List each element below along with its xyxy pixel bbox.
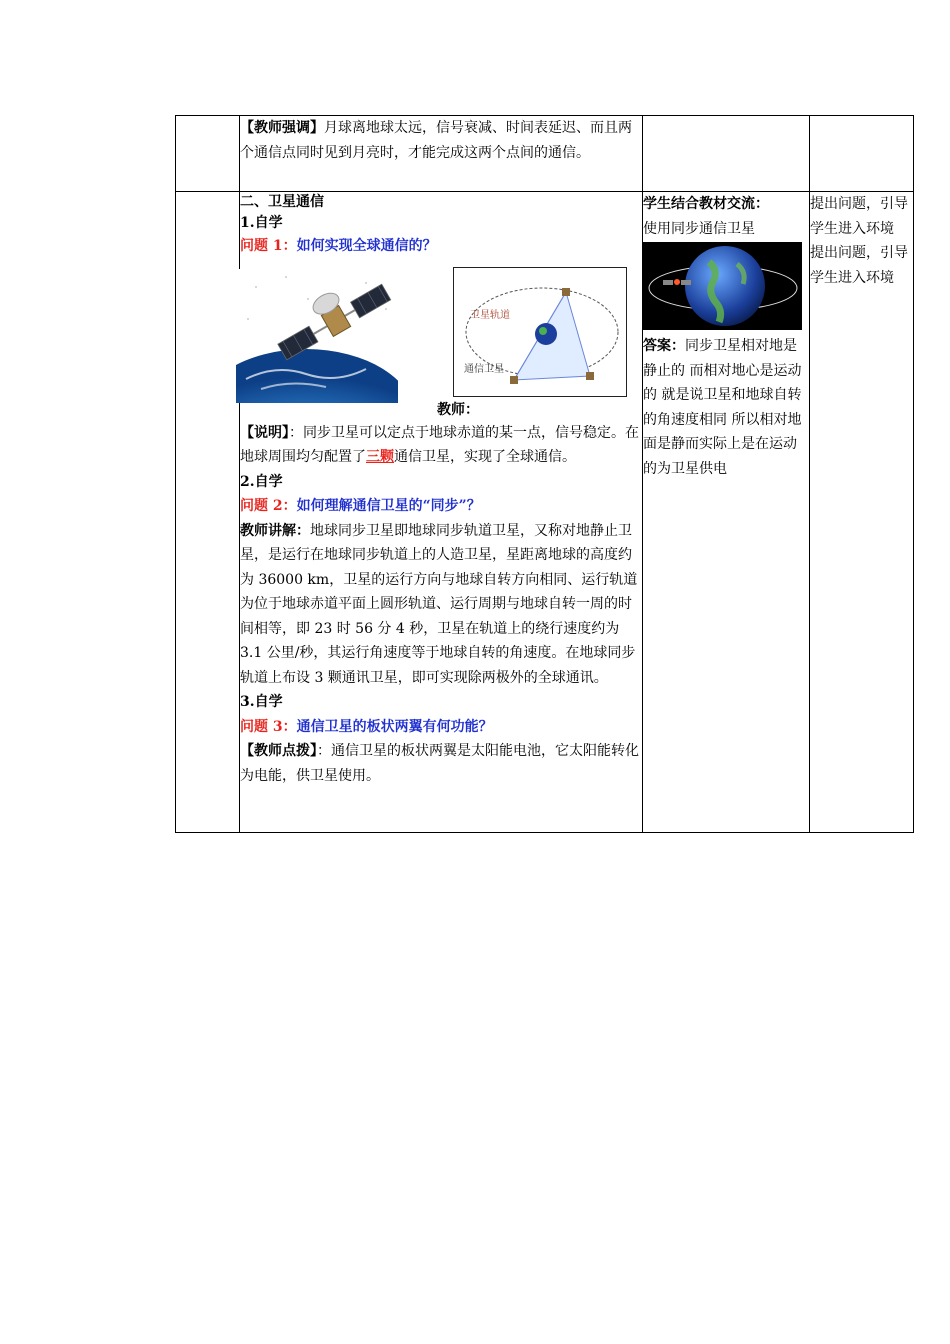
- satellite-over-earth-image: [236, 269, 398, 403]
- self-study-1-label: 1.自学: [240, 215, 283, 231]
- intent-text-2: 提出问题，引导学生进入环境: [810, 245, 908, 286]
- table-row: [176, 116, 914, 192]
- tip-paragraph: [240, 739, 642, 788]
- tip-text: ：通信卫星的板状两翼是太阳能电池，它太阳能转化为电能，供卫星使用。: [240, 743, 639, 784]
- orbit-label: 卫星轨道: [470, 309, 510, 321]
- student-subtitle: 使用同步通信卫星: [643, 220, 755, 237]
- emphasis-text: 月球离地球太远，信号衰减、时间表延迟、而且两个通信点同时见到月亮时，才能完成这两个点间的通信。: [240, 120, 632, 161]
- figure-row: [240, 267, 642, 387]
- content-cell: [240, 192, 643, 833]
- teacher-label: 教师：: [437, 401, 479, 418]
- self-study-3-label: 3.自学: [240, 694, 283, 710]
- student-activity-cell: [643, 192, 810, 833]
- question-1: [240, 234, 642, 259]
- blank-cell: [810, 116, 914, 192]
- question-3-text: 通信卫星的板状两翼有何功能？: [296, 718, 493, 735]
- intent-text-1: 提出问题，引导学生进入环境: [810, 196, 908, 237]
- section-title: 二、卫星通信: [240, 194, 324, 210]
- note-highlight: 三颗: [366, 449, 394, 465]
- three-satellite-orbit-diagram: [453, 267, 627, 397]
- self-study-2-label: 2.自学: [240, 473, 283, 490]
- blank-cell: [176, 116, 240, 192]
- emphasis-cell: [240, 116, 643, 192]
- explain-label: 教师讲解：: [240, 522, 310, 539]
- answer-paragraph: [643, 334, 809, 481]
- tip-label: 【教师点拨】: [240, 743, 317, 759]
- question-3-prefix: 问题 3：: [240, 718, 297, 735]
- blank-cell: [643, 116, 810, 192]
- lesson-table: [175, 115, 914, 833]
- table-row: [176, 192, 914, 833]
- question-2-text: 如何理解通信卫星的“同步”？: [296, 498, 481, 514]
- question-1-text: 如何实现全球通信的？: [296, 238, 437, 254]
- note-text-1: ：同步卫星可以定点于地球赤道的某一点，信号稳定。在地球周围均匀配置了: [240, 424, 639, 465]
- question-2: [240, 494, 642, 519]
- explain-text: 地球同步卫星即地球同步轨道卫星，又称对地静止卫星，是运行在地球同步轨道上的人造卫星，星距离地球的高度约为 36000 km，卫星的运行方向与地球自转方向相同、运行轨道为位于地球赤道平面上圆形轨道、运行周期与地球自转一周的时间相等，即 23 时 56 分 4 秒，卫星在轨道上的绕行速度约为 3.1 公里/秒，其运行角速度等于地球自转的角速度。在地球同步轨道上布设 3 颗通讯卫星，即可实现除两极外的全球通讯。: [240, 522, 638, 686]
- question-2-prefix: 问题 2：: [240, 498, 297, 514]
- satellite-label: 通信卫星: [464, 363, 504, 375]
- answer-label: 答案：: [643, 338, 685, 354]
- note-label: 【说明】: [240, 424, 289, 441]
- explain-paragraph: [240, 519, 642, 691]
- question-1-prefix: 问题 1：: [240, 238, 297, 254]
- note-text-2: 通信卫星，实现了全球通信。: [394, 449, 576, 465]
- note-paragraph: [240, 421, 642, 470]
- question-3: [240, 715, 642, 740]
- design-intent-cell: [810, 192, 914, 833]
- blank-cell: [176, 192, 240, 833]
- answer-text: 同步卫星相对地是静止的 而相对地心是运动的 就是说卫星和地球自转的角速度相同 所以相对地面是静而实际上是在运动的为卫星供电: [643, 338, 802, 477]
- geostationary-earth-image: [643, 242, 802, 330]
- student-title: 学生结合教材交流：: [643, 196, 769, 212]
- emphasis-label: 【教师强调】: [240, 120, 324, 136]
